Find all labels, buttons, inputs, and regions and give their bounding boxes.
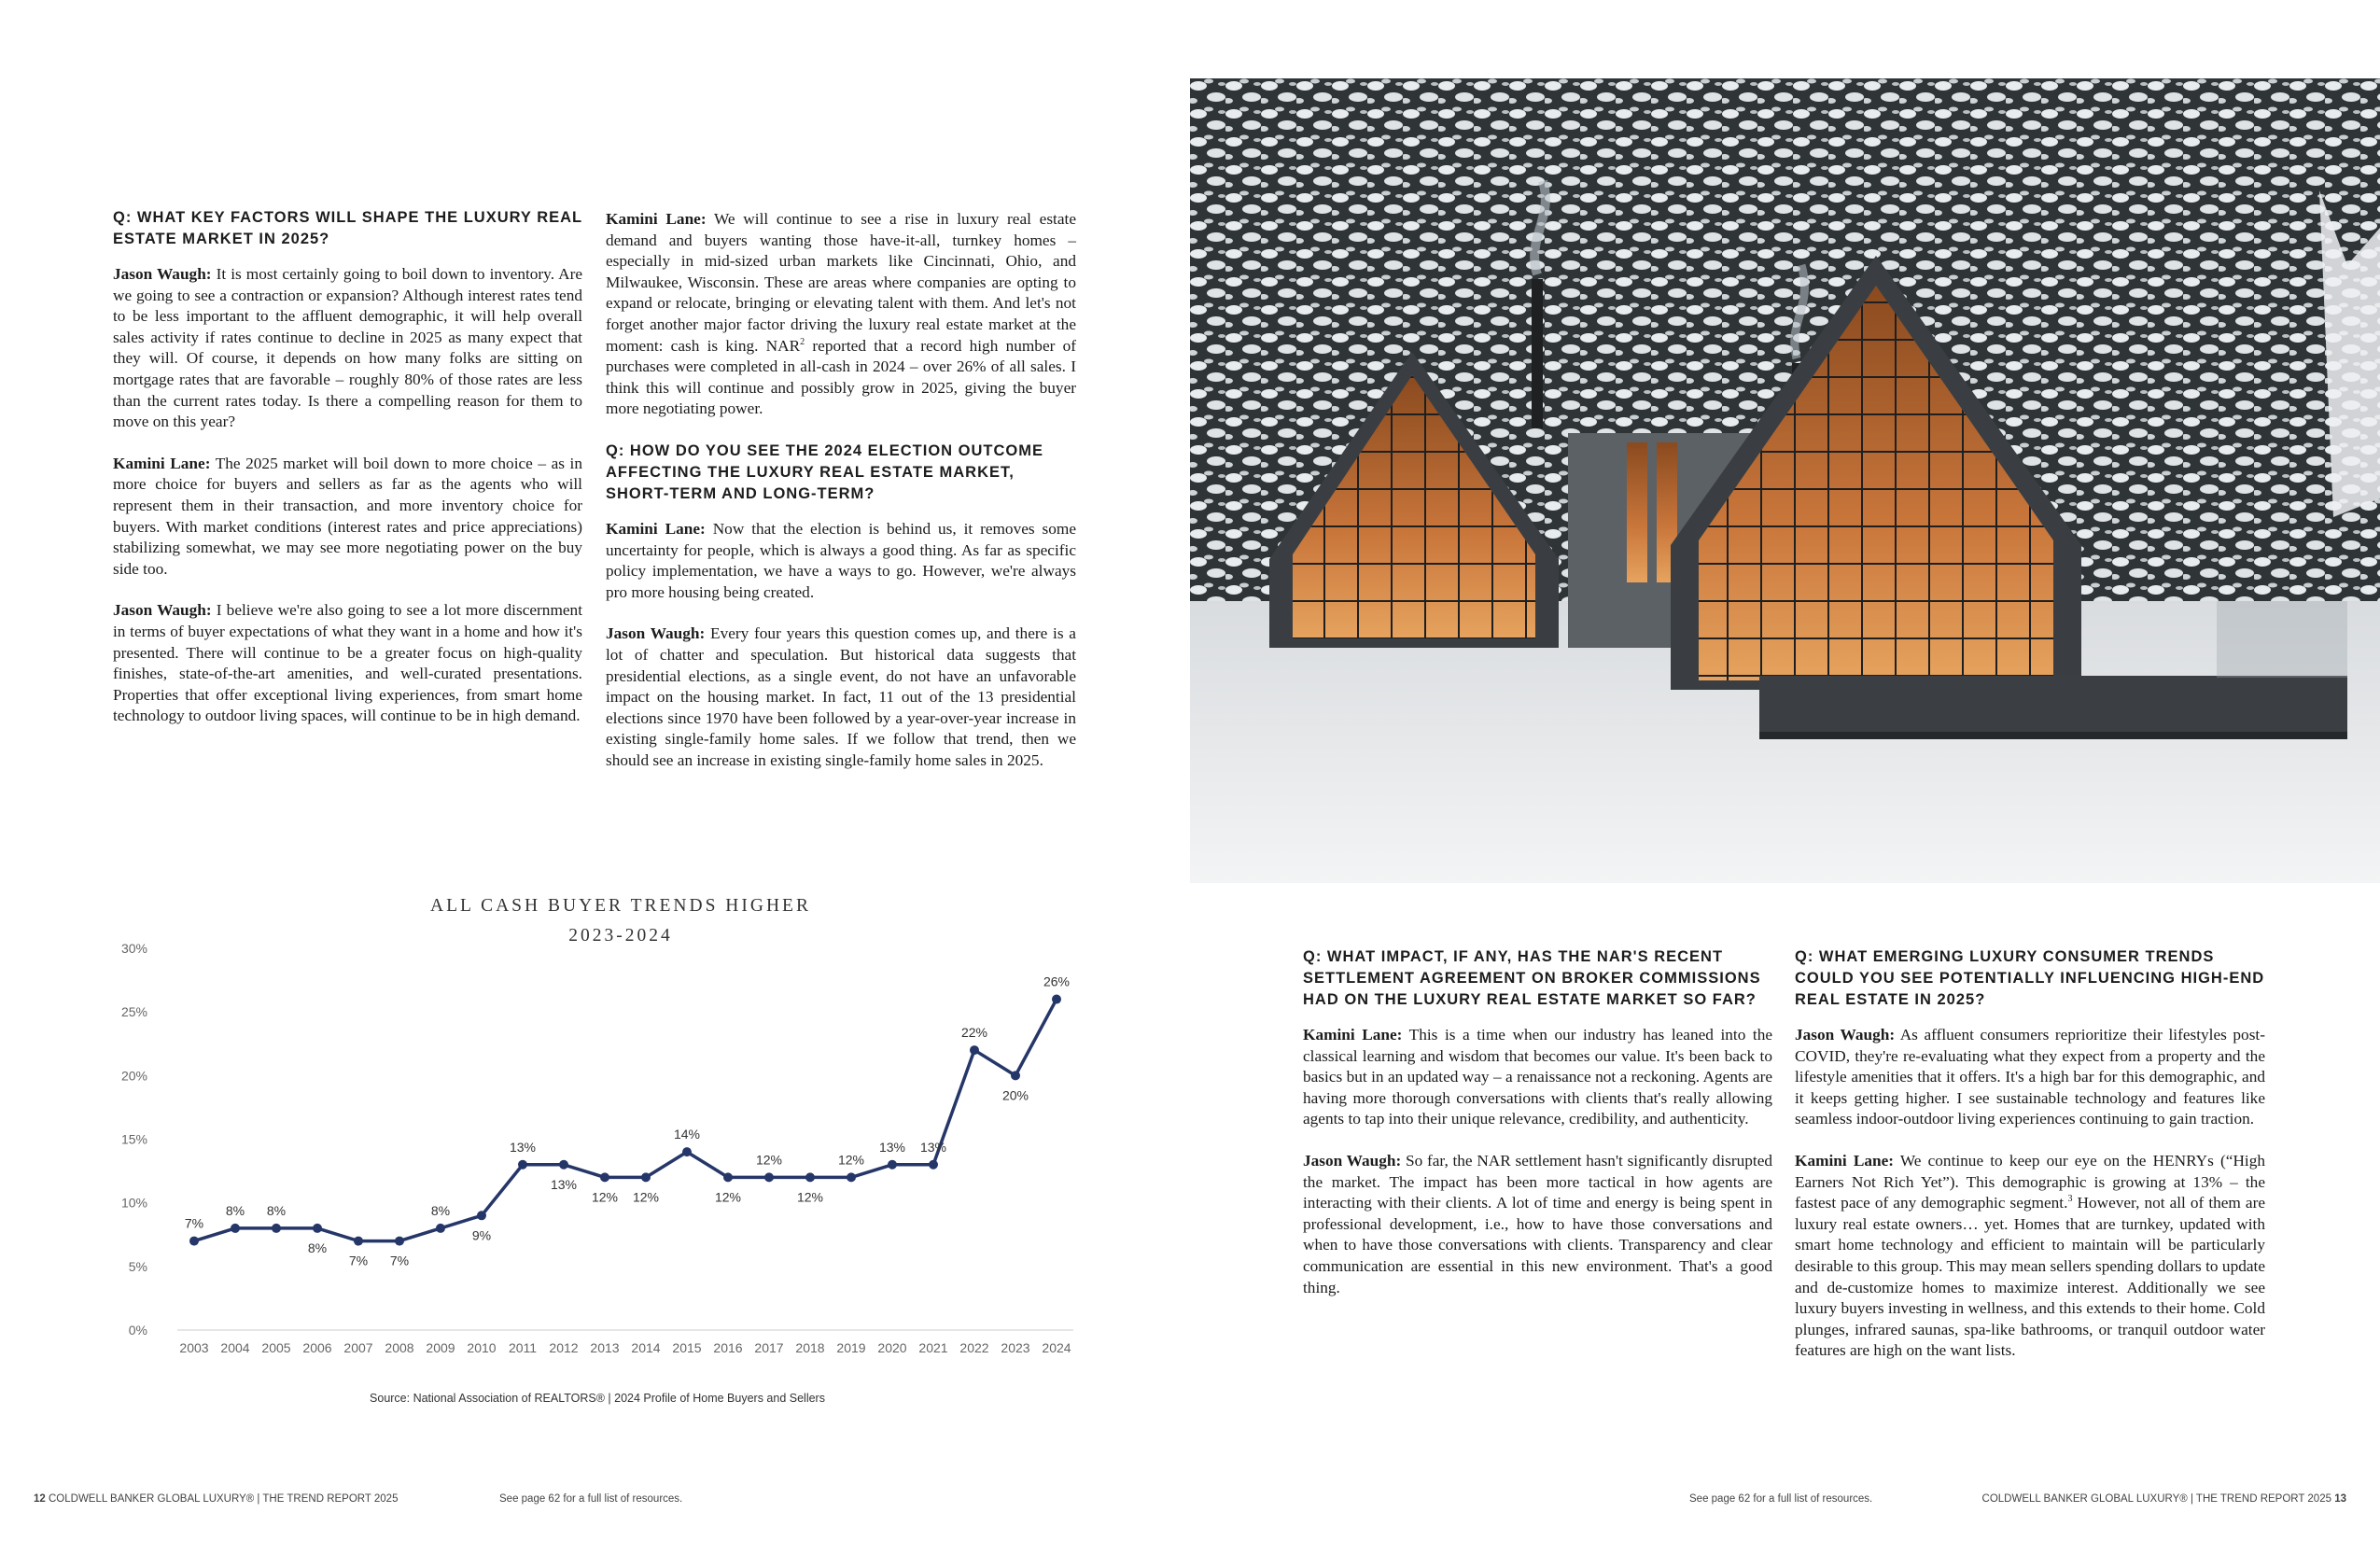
data-point xyxy=(600,1172,609,1182)
footer-brand: COLDWELL BANKER GLOBAL LUXURY® | THE TREND REPORT 2025 xyxy=(1981,1493,2331,1505)
y-tick-label: 15% xyxy=(120,1131,147,1147)
answer-text: As affluent consumers reprioritize their lifestyles post-COVID, they're re-evaluating what they expect from a property and the lifestyle amenities that it offers. It's a high bar for this demographic, and it keeps getting higher. I see sustainable technology and features like seamless indoor-outdoor living experiences continuing to gain traction. xyxy=(1795,1026,2265,1128)
cash-buyer-line-chart xyxy=(93,933,1101,1363)
data-point xyxy=(682,1147,692,1156)
x-tick-label: 2012 xyxy=(549,1340,579,1355)
right-column-2 xyxy=(1795,946,2265,1382)
data-point xyxy=(272,1224,281,1233)
x-tick-label: 2008 xyxy=(385,1340,414,1355)
left-column-1 xyxy=(113,207,582,748)
data-point xyxy=(354,1237,363,1246)
speaker-name: Jason Waugh: xyxy=(1303,1151,1402,1170)
data-label: 7% xyxy=(348,1253,369,1268)
x-tick-label: 2006 xyxy=(302,1340,332,1355)
answer-paragraph xyxy=(113,600,582,727)
y-tick-label: 5% xyxy=(128,1258,147,1274)
data-label: 13% xyxy=(878,1139,906,1155)
x-tick-label: 2009 xyxy=(426,1340,455,1355)
data-label: 12% xyxy=(755,1152,783,1168)
data-label: 8% xyxy=(307,1240,328,1255)
data-label: 13% xyxy=(509,1139,537,1155)
y-tick-label: 25% xyxy=(120,1004,147,1020)
question-heading: Q: WHAT IMPACT, IF ANY, HAS THE NAR'S RECENT SETTLEMENT AGREEMENT ON BROKER COMMISSIONS HAD ON THE LUXURY REAL ESTATE MARKET SO FAR? xyxy=(1303,948,1761,1008)
x-tick-label: 2004 xyxy=(220,1340,250,1355)
speaker-name: Kamini Lane: xyxy=(606,210,707,228)
data-label: 9% xyxy=(471,1227,492,1243)
question-heading: Q: HOW DO YOU SEE THE 2024 ELECTION OUTCOME AFFECTING THE LUXURY REAL ESTATE MARKET, SHORT-TERM AND LONG-TERM? xyxy=(606,441,1044,502)
answer-paragraph xyxy=(1795,1025,2265,1130)
x-tick-label: 2010 xyxy=(467,1340,497,1355)
answer-text: We will continue to see a rise in luxury real estate demand and buyers wanting those have-it-all, turnkey homes – especially in mid-sized urban markets like Cincinnati, Ohio, and Milwaukee, Wisconsin. These are areas where companies are opting to expand or relocate, bringing or elevating talent with them. And let's not forget another major factor driving the luxury real estate market at the moment: cash is king. NAR xyxy=(606,210,1076,355)
x-tick-label: 2005 xyxy=(261,1340,291,1355)
footer-left xyxy=(34,1493,398,1505)
chart-subtitle: 2023-2024 xyxy=(568,926,673,946)
data-label: 14% xyxy=(673,1127,701,1142)
data-point xyxy=(231,1224,240,1233)
x-tick-label: 2015 xyxy=(672,1340,702,1355)
footnote-marker: 2 xyxy=(800,336,805,347)
data-point xyxy=(518,1160,527,1170)
answer-text: This is a time when our industry has leaned into the classical learning and wisdom that becomes our value. It's been back to basics but in an updated way – a renaissance not a reckoning. Agents are having more thorough conversations with clients that's really allowing agents to tap into their unique relevance, credibility, and authenticity. xyxy=(1303,1026,1773,1128)
data-label: 8% xyxy=(430,1202,451,1218)
y-tick-label: 0% xyxy=(128,1323,147,1338)
right-column-1 xyxy=(1303,946,1772,1319)
question-heading: Q: WHAT EMERGING LUXURY CONSUMER TRENDS COULD YOU SEE POTENTIALLY INFLUENCING HIGH-END REAL ESTATE IN 2025? xyxy=(1795,948,2265,1008)
chart-source: Source: National Association of REALTORS® | 2024 Profile of Home Buyers and Sellers xyxy=(370,1392,825,1405)
question-heading: Q: WHAT KEY FACTORS WILL SHAPE THE LUXURY REAL ESTATE MARKET IN 2025? xyxy=(113,209,582,247)
data-point xyxy=(436,1224,445,1233)
answer-text: I believe we're also going to see a lot more discernment in terms of buyer expectations of what they want in a home and how it's presented. There will continue to be a greater focus on high-quality finishes, state-of-the-art amenities, and well-curated presentations. Properties that offer exceptional living experiences, from smart home technology to outdoor living spaces, will continue to be in high demand. xyxy=(113,601,583,725)
chart-title: ALL CASH BUYER TRENDS HIGHER xyxy=(430,896,811,916)
x-tick-label: 2019 xyxy=(836,1340,866,1355)
footer-brand: COLDWELL BANKER GLOBAL LUXURY® | THE TREND REPORT 2025 xyxy=(49,1493,399,1505)
answer-text: So far, the NAR settlement hasn't significantly disrupted the market. The impact has been more tactical in how agents are interacting with their clients. A lot of time and energy is being spent in professional development, i.e., how to have those conversations and when to have those conversations with clients. Transparency and clear communication are essential in this new environment. That's a good thing. xyxy=(1303,1151,1773,1296)
answer-text: Every four years this question comes up, and there is a lot of chatter and speculation. But historical data suggests that presidential elections, as a single event, do not have an unfavorable impact on the housing market. In fact, 11 out of the 13 presidential elections since 1970 have been followed by a year-over-year increase in existing single-family home sales. If we follow that trend, then we should see an increase in existing single-family home sales in 2025. xyxy=(606,624,1076,769)
answer-paragraph xyxy=(1795,1151,2265,1362)
data-point xyxy=(559,1160,568,1170)
speaker-name: Jason Waugh: xyxy=(113,265,212,283)
answer-paragraph xyxy=(1303,1025,1772,1130)
data-point xyxy=(805,1172,815,1182)
y-tick-label: 10% xyxy=(120,1195,147,1211)
data-point xyxy=(970,1045,979,1055)
x-tick-label: 2018 xyxy=(795,1340,825,1355)
answer-paragraph xyxy=(1303,1151,1772,1298)
y-tick-label: 20% xyxy=(120,1068,147,1084)
data-point xyxy=(764,1172,774,1182)
data-point xyxy=(929,1160,938,1170)
left-column-2 xyxy=(606,209,1076,792)
answer-paragraph xyxy=(606,623,1076,771)
data-label: 12% xyxy=(796,1189,824,1205)
page-number: 12 xyxy=(34,1493,46,1505)
data-label: 7% xyxy=(389,1253,410,1268)
data-label: 8% xyxy=(266,1202,287,1218)
x-tick-label: 2007 xyxy=(343,1340,373,1355)
data-point xyxy=(1052,995,1061,1004)
x-tick-label: 2022 xyxy=(959,1340,989,1355)
x-tick-label: 2024 xyxy=(1042,1340,1071,1355)
data-label: 12% xyxy=(632,1189,660,1205)
x-tick-label: 2023 xyxy=(1001,1340,1030,1355)
speaker-name: Kamini Lane: xyxy=(606,519,706,538)
speaker-name: Kamini Lane: xyxy=(1303,1026,1403,1044)
answer-text: However, not all of them are luxury real estate owners… yet. Homes that are turnkey, updated with smart home technology and efficient to maintain will be particularly desirable to this group. This may mean sellers spending dollars to update and de-customize homes to maximize interest. Additionally we see luxury buyers investing in wellness, and this extends to their home. Cold plunges, infrared saunas, spa-like bathrooms, or tranquil outdoor water features are high on the want lists. xyxy=(1795,1194,2265,1360)
x-tick-label: 2003 xyxy=(179,1340,209,1355)
y-tick-label: 30% xyxy=(120,941,147,956)
snowy-cabin-photo xyxy=(1190,78,2380,883)
footer-right xyxy=(1982,1493,2346,1505)
x-tick-label: 2013 xyxy=(590,1340,620,1355)
speaker-name: Kamini Lane: xyxy=(1795,1151,1895,1170)
answer-text: It is most certainly going to boil down to inventory. Are we going to see a contraction or expansion? Although interest rates tend to be less important to the affluent demographic, it will help overall sales activity if rates continue to decline in 2025 as many expect that they will. Of course, it depends on how many folks are sitting on mortgage rates that are favorable – roughly 80% of those rates are less than the current rates today. Is there a compelling reason for them to move on this year? xyxy=(113,265,583,431)
answer-text: reported that a record high number of purchases were completed in all-cash in 2024 – over 26% of all sales. I think this will continue and possibly grow in 2025, giving the buyer more negotiating power. xyxy=(606,336,1076,418)
speaker-name: Kamini Lane: xyxy=(113,454,211,472)
speaker-name: Jason Waugh: xyxy=(1795,1026,1896,1044)
data-point xyxy=(1011,1071,1020,1080)
series-line xyxy=(194,1000,1057,1241)
data-point xyxy=(477,1211,486,1220)
speaker-name: Jason Waugh: xyxy=(606,624,706,643)
answer-text: Now that the election is behind us, it removes some uncertainty for people, which is always a good thing. As far as specific policy implementation, we have a ways to go. However, we're always pro more housing being created. xyxy=(606,519,1076,601)
answer-paragraph xyxy=(113,264,582,433)
deck xyxy=(1759,676,2347,736)
data-point xyxy=(641,1172,651,1182)
page-number: 13 xyxy=(2334,1493,2346,1505)
data-label: 12% xyxy=(591,1189,619,1205)
answer-text: We continue to keep our eye on the HENRYs (“High Earners Not Rich Yet”). This demographic is growing at 13% – the fastest pace of any demographic segment. xyxy=(1795,1151,2266,1212)
data-point xyxy=(847,1172,856,1182)
x-tick-label: 2021 xyxy=(918,1340,948,1355)
footer-resources-note: See page 62 for a full list of resources. xyxy=(1689,1493,1873,1505)
x-tick-label: 2011 xyxy=(508,1340,538,1355)
answer-paragraph xyxy=(606,209,1076,420)
data-point xyxy=(723,1172,733,1182)
data-label: 8% xyxy=(225,1202,245,1218)
data-label: 26% xyxy=(1043,974,1071,989)
data-label: 13% xyxy=(550,1176,578,1192)
answer-paragraph xyxy=(606,519,1076,603)
x-tick-label: 2020 xyxy=(877,1340,907,1355)
footnote-marker: 3 xyxy=(2067,1194,2073,1205)
data-label: 22% xyxy=(960,1025,988,1041)
data-label: 12% xyxy=(837,1152,865,1168)
data-label: 7% xyxy=(184,1215,204,1231)
data-point xyxy=(189,1237,199,1246)
data-point xyxy=(313,1224,322,1233)
data-label: 20% xyxy=(1001,1087,1029,1103)
data-label: 13% xyxy=(919,1139,947,1155)
answer-text: The 2025 market will boil down to more choice – as in more choice for buyers and sellers as far as the agents who will represent them in their transaction, and more inventory choice for buyers. With market conditions (interest rates and price appreciations) stabilizing somewhat, we may see more negotiating power on the buy side too. xyxy=(113,454,582,578)
footer-resources-note: See page 62 for a full list of resources. xyxy=(499,1493,683,1505)
data-label: 12% xyxy=(714,1189,742,1205)
data-point xyxy=(395,1237,404,1246)
answer-paragraph xyxy=(113,454,582,581)
x-tick-label: 2017 xyxy=(754,1340,784,1355)
x-tick-label: 2014 xyxy=(631,1340,661,1355)
x-tick-label: 2016 xyxy=(713,1340,743,1355)
speaker-name: Jason Waugh: xyxy=(113,601,212,620)
data-point xyxy=(888,1160,897,1170)
